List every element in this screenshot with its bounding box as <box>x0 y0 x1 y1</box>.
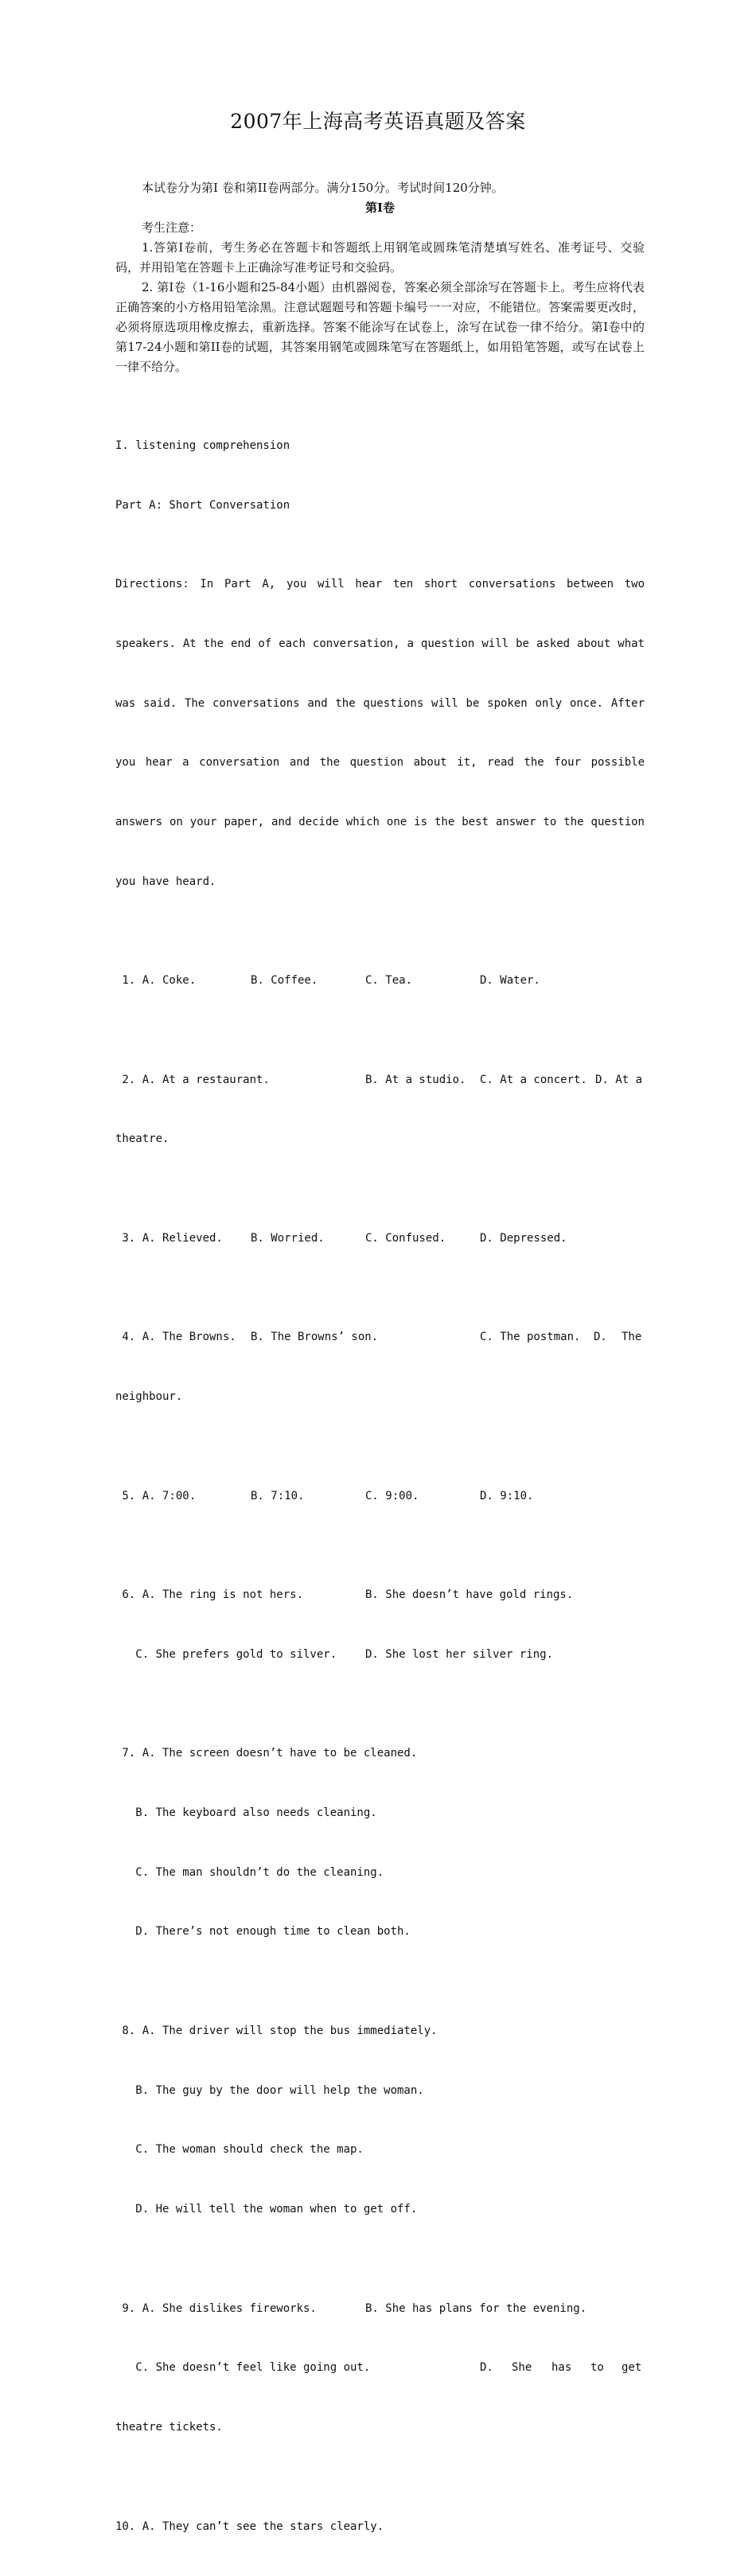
question-7-option: C. The man shouldn’t do the cleaning. <box>115 1865 384 1879</box>
instructions-block <box>115 178 645 377</box>
question-6 <box>115 1585 645 1605</box>
option: 6. A. The ring is not hers. <box>115 1588 304 1602</box>
option: C. She doesn’t feel like going out. <box>115 2361 371 2375</box>
question-2 <box>115 1070 645 1090</box>
directions-line: was said. The conversations and the questions will be spoken only once. After <box>115 696 645 710</box>
option: B. At a studio. <box>365 1073 466 1086</box>
option: to <box>590 2361 604 2375</box>
notice-label: 考生注意： <box>142 220 202 235</box>
option: The <box>622 1331 642 1344</box>
question-2-wrap: theatre. <box>115 1132 170 1146</box>
question-8-option: C. The woman should check the map. <box>115 2143 364 2157</box>
question-9-wrap: theatre tickets. <box>115 2421 223 2434</box>
option: 2. A. At a restaurant. <box>115 1073 270 1086</box>
option: C. 9:00. <box>365 1489 419 1502</box>
option: 4. A. The Browns. <box>115 1331 236 1344</box>
option: B. She doesn’t have gold rings. <box>365 1588 574 1602</box>
directions-line: speakers. At the end of each conversation, a question will be asked about what <box>115 637 645 650</box>
question-3 <box>115 1229 645 1249</box>
option: B. The Browns’ son. <box>251 1331 379 1344</box>
option: B. 7:10. <box>251 1489 305 1502</box>
notice-item-1: 1.答第I卷前，考生务必在答题卡和答题纸上用钢笔或圆珠笔清楚填写姓名、准考证号、交验码，并用铅笔在答题卡上正确涂写准考证号和交验码。 <box>115 240 645 275</box>
option: C. At a concert. <box>480 1073 587 1086</box>
option: C. Tea. <box>365 974 413 988</box>
option: D. <box>594 1331 607 1344</box>
question-8-option: 8. A. The driver will stop the bus immediately. <box>115 2024 438 2037</box>
question-4-wrap: neighbour. <box>115 1390 183 1404</box>
page-title: 2007年上海高考英语真题及答案 <box>230 110 526 133</box>
section-heading: I. listening comprehension <box>115 438 290 452</box>
directions-line: you have heard. <box>115 875 216 888</box>
option: 5. A. 7:00. <box>115 1489 197 1502</box>
question-7-option: D. There’s not enough time to clean both. <box>115 1925 411 1939</box>
option: C. The postman. <box>480 1331 581 1344</box>
question-8-option: D. He will tell the woman when to get off. <box>115 2203 418 2216</box>
option: C. Confused. <box>365 1231 446 1245</box>
notice-item-2: 2. 第I卷（1-16小题和25-84小题）由机器阅卷，答案必须全部涂写在答题卡上。考生应将代表正确答案的小方格用铅笔涂黑。注意试题题号和答题卡编号一一对应，不能错位。答案需要更改时，必须将原选项用橡皮擦去，重新选择。答案不能涂写在试卷上，涂写在试卷一律不给分。第I卷中的第17-24小题和第II卷的试题，其答案用钢笔或圆珠笔写在答题纸上，如用铅笔答题，或写在试卷上一律不给分。 <box>115 280 645 374</box>
question-1 <box>115 971 645 991</box>
option: D. She lost her silver ring. <box>365 1647 554 1661</box>
question-8-option: B. The guy by the door will help the woman. <box>115 2083 424 2097</box>
question-9-cont <box>115 2358 645 2378</box>
question-6-cont <box>115 1645 645 1665</box>
part-heading: Part A: Short Conversation <box>115 498 290 512</box>
directions-line: Directions: In Part A, you will hear ten short conversations between two <box>115 578 645 591</box>
volume-heading: 第I卷 <box>364 201 396 215</box>
option: has <box>551 2361 572 2375</box>
option: D. Depressed. <box>480 1231 567 1245</box>
question-7-option: 7. A. The screen doesn’t have to be cleaned. <box>115 1747 418 1760</box>
option: D. <box>480 2361 493 2375</box>
option: 9. A. She dislikes fireworks. <box>115 2301 317 2315</box>
option: B. Worried. <box>251 1231 325 1245</box>
listening-section <box>115 396 645 2576</box>
option: 1. A. Coke. <box>115 974 197 988</box>
option: She <box>512 2361 532 2375</box>
option: D. At a <box>595 1073 643 1086</box>
option: get <box>622 2361 642 2375</box>
option: D. 9:10. <box>480 1489 534 1502</box>
question-5 <box>115 1487 645 1506</box>
directions-line: you hear a conversation and the question about it, read the four possible <box>115 756 645 770</box>
directions-line: answers on your paper, and decide which one is the best answer to the question <box>115 815 645 828</box>
option: D. Water. <box>480 974 540 988</box>
option: B. She has plans for the evening. <box>365 2301 587 2315</box>
option: C. She prefers gold to silver. <box>115 1647 337 1661</box>
question-4 <box>115 1327 645 1347</box>
intro-text: 本试卷分为第I 卷和第II卷两部分。满分150分。考试时间120分钟。 <box>142 181 504 195</box>
option: 3. A. Relieved. <box>115 1231 223 1245</box>
option: B. Coffee. <box>251 974 318 988</box>
question-7-option: B. The keyboard also needs cleaning. <box>115 1806 377 1820</box>
question-9 <box>115 2299 645 2319</box>
question-10: 10. A. They can’t see the stars clearly. <box>115 2519 384 2533</box>
